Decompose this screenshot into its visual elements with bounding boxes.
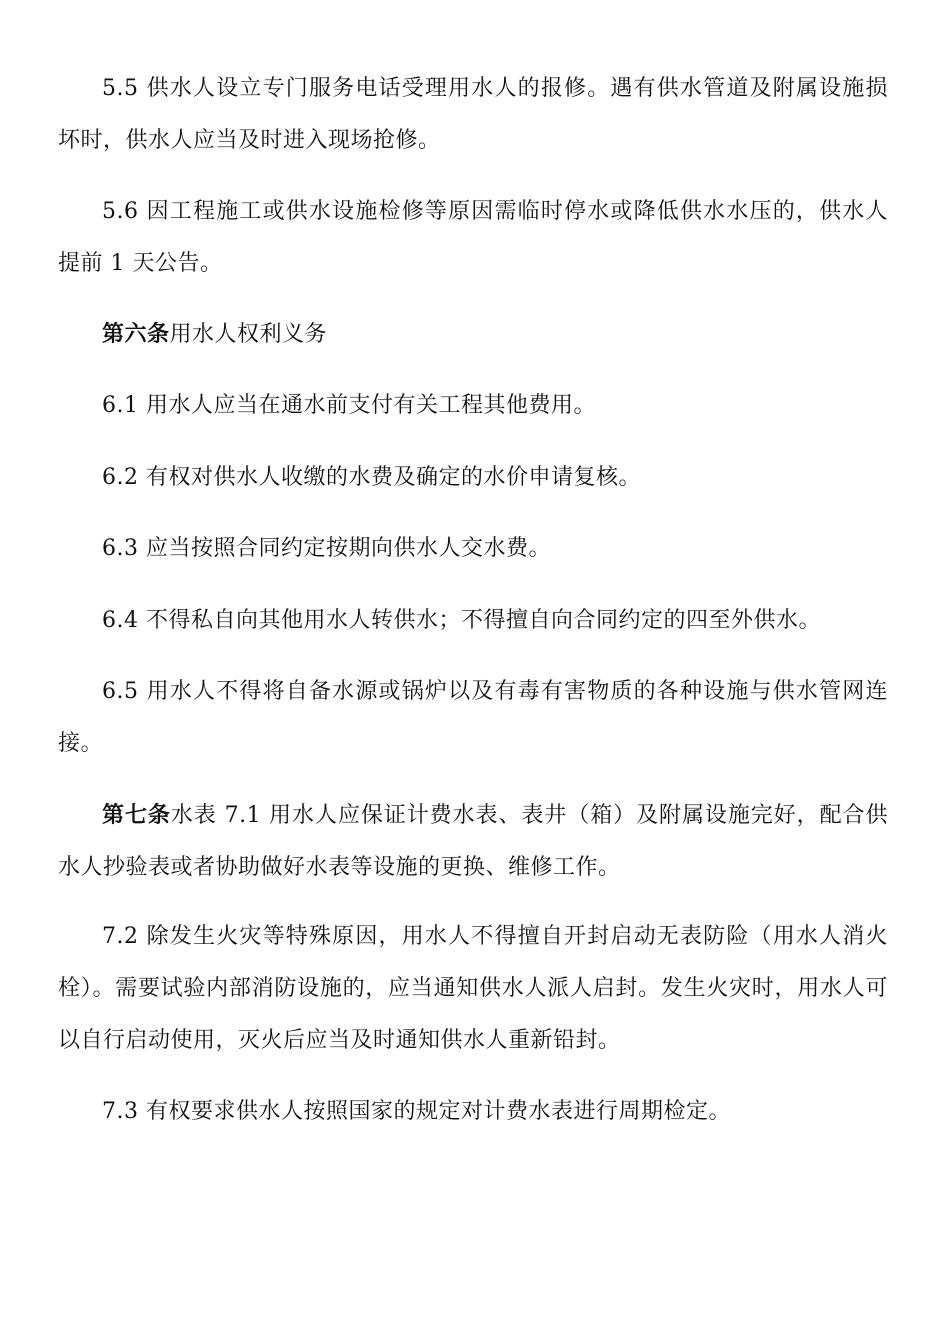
clause-6-4	[58, 595, 888, 647]
clause-6-2	[58, 452, 888, 504]
article-7-lead: 第七条	[102, 802, 171, 828]
article-7	[58, 789, 888, 894]
article-6-title: 用水人权利义务	[169, 322, 328, 347]
clause-7-2	[58, 911, 888, 1067]
clause-7-3	[58, 1086, 888, 1138]
clause-6-5	[58, 666, 888, 770]
clause-5-6-text: 5.6 因工程施工或供水设施检修等原因需临时停水或降低供水水压的，供水人提前 1 天公告。	[58, 199, 888, 276]
clause-7-3-text: 7.3 有权要求供水人按照国家的规定对计费水表进行周期检定。	[102, 1099, 731, 1124]
clause-5-6	[58, 186, 888, 290]
clause-7-2-text: 7.2 除发生火灾等特殊原因，用水人不得擅自开封启动无表防险（用水人消火栓）。需要试验内部消防设施的，应当通知供水人派人启封。发生火灾时，用水人可以自行启动使用，灭火后应当及时通知供水人重新铅封。	[58, 924, 888, 1053]
clause-6-1	[58, 380, 888, 432]
clause-6-2-text: 6.2 有权对供水人收缴的水费及确定的水价申请复核。	[102, 465, 641, 490]
clause-6-3-text: 6.3 应当按照合同约定按期向供水人交水费。	[102, 536, 551, 561]
clause-6-4-text: 6.4 不得私自向其他用水人转供水；不得擅自向合同约定的四至外供水。	[102, 608, 821, 633]
article-6-heading	[58, 308, 888, 361]
clause-6-1-text: 6.1 用水人应当在通水前支付有关工程其他费用。	[102, 393, 596, 418]
clause-6-3	[58, 523, 888, 575]
article-7-text: 水表 7.1 用水人应保证计费水表、表井（箱）及附属设施完好，配合供水人抄验表或者协助做好水表等设施的更换、维修工作。	[58, 803, 888, 880]
article-6-lead: 第六条	[102, 321, 170, 347]
clause-5-5	[58, 63, 888, 167]
clause-5-5-text: 5.5 供水人设立专门服务电话受理用水人的报修。遇有供水管道及附属设施损坏时，供水人应当及时进入现场抢修。	[58, 76, 888, 153]
clause-6-5-text: 6.5 用水人不得将自备水源或锅炉以及有毒有害物质的各种设施与供水管网连接。	[58, 679, 888, 756]
